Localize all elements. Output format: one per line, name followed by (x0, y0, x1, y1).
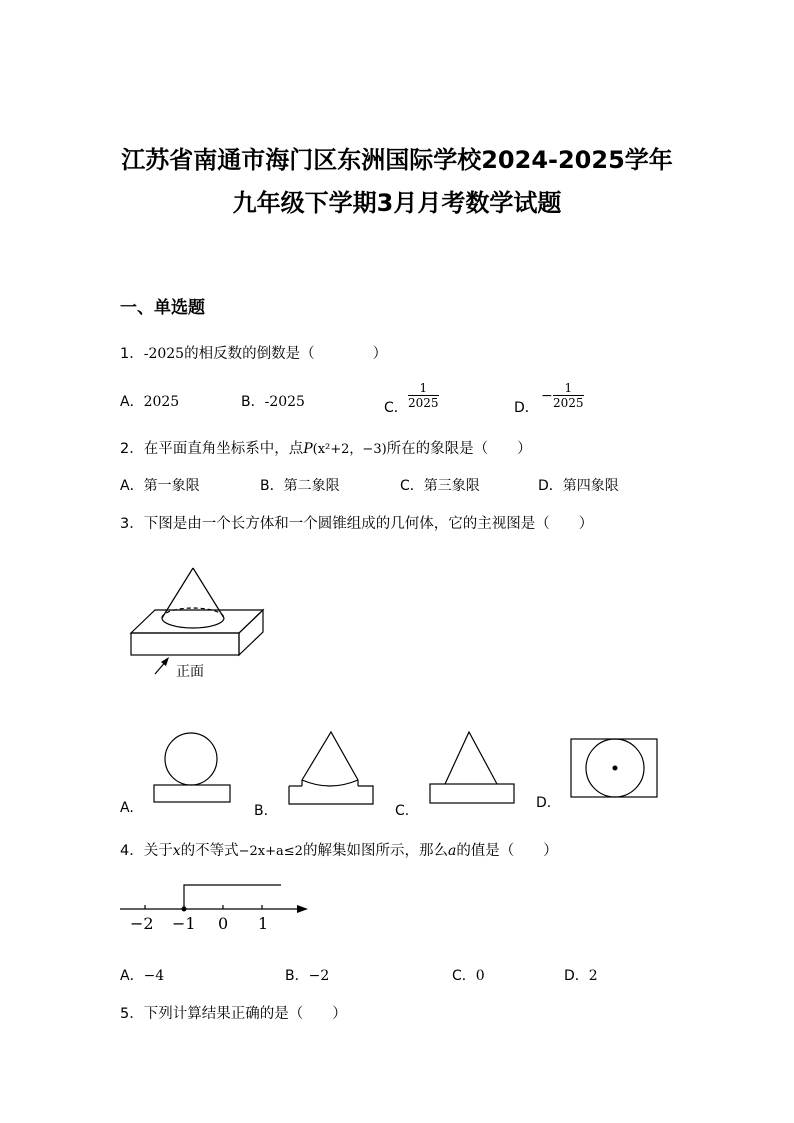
question-text: 下图是由一个长方体和一个圆锥组成的几何体，它的主视图是（ ） (143, 516, 594, 532)
question-text: 的不等式 (180, 843, 239, 859)
q3-option-b-figure (285, 728, 380, 808)
option-label: C． (452, 968, 476, 984)
box-front-face (131, 633, 239, 655)
option-label: B． (241, 394, 265, 410)
q3-option-b[interactable]: B. (254, 803, 269, 819)
fraction-numerator: 1 (553, 381, 584, 396)
q3-option-d[interactable]: D. (536, 795, 552, 811)
option-value: 0 (475, 968, 485, 984)
arrow-head (161, 657, 169, 666)
q3-option-c[interactable]: C. (395, 803, 410, 819)
question-3 (120, 512, 593, 533)
box-side-face (239, 610, 263, 655)
q4-option-b[interactable] (285, 965, 329, 985)
front-label: 正面 (176, 664, 204, 680)
q3-option-a[interactable]: A. (120, 800, 134, 816)
question-1 (120, 342, 387, 363)
question-number: 5． (120, 1006, 144, 1022)
math-expression: −2x+a≤2 (238, 844, 303, 859)
option-value: −4 (143, 968, 165, 984)
question-text: 关于 (143, 843, 173, 859)
question-number: 4． (120, 843, 144, 859)
question-5 (120, 1002, 347, 1023)
question-text: 下列计算结果正确的是（ ） (143, 1006, 347, 1022)
option-label: B． (285, 968, 309, 984)
doc-title-line1: 江苏省南通市海门区东洲国际学校2024-2025学年 (121, 146, 673, 174)
variable-a: a (447, 843, 457, 859)
cone-base-front (162, 618, 224, 628)
question-text: 的值是（ ） (456, 843, 558, 859)
q1-option-c[interactable] (384, 397, 408, 417)
tick-label: 1 (258, 914, 269, 933)
fraction-denominator: 2025 (408, 396, 439, 410)
q1-option-d[interactable] (514, 397, 539, 417)
question-number: 1． (120, 346, 144, 362)
option-label: A． (120, 968, 144, 984)
question-text: 的相反数的倒数是（ ） (184, 346, 388, 362)
q2-option-b[interactable]: B．第二象限 (260, 478, 340, 494)
q1-option-a[interactable] (120, 391, 179, 411)
q1-option-b[interactable] (241, 391, 305, 411)
tick-label: −1 (172, 914, 196, 933)
fraction-denominator: 2025 (553, 396, 584, 410)
q1-option-c-fraction (408, 381, 439, 411)
q2-option-c[interactable]: C．第三象限 (400, 478, 480, 494)
section-heading: 一、单选题 (120, 298, 205, 318)
solid-point (182, 907, 187, 912)
minus-sign: − (541, 388, 553, 404)
question-text: 的解集如图所示，那么 (302, 843, 448, 859)
point-label: P (303, 441, 313, 457)
tick-label: 0 (218, 914, 229, 933)
option-value: 2025 (143, 394, 180, 410)
question-2 (120, 437, 532, 458)
q2-option-d[interactable]: D．第四象限 (538, 478, 619, 494)
option-label: C． (384, 400, 408, 416)
q4-option-c[interactable] (452, 965, 485, 985)
q3-option-d-figure (569, 737, 661, 799)
option-value: −2 (308, 968, 330, 984)
option-value: -2025 (264, 394, 305, 410)
question-number: 2． (120, 441, 144, 457)
tick-label: −2 (130, 914, 154, 933)
q2-option-a[interactable]: A．第一象限 (120, 478, 200, 494)
axis-arrow (297, 905, 308, 913)
solution-bracket (184, 885, 281, 909)
question-number: 3． (120, 516, 144, 532)
q3-option-a-figure (150, 730, 240, 805)
q1-option-d-fraction (553, 381, 584, 411)
math-expression: -2025 (143, 346, 185, 362)
q4-option-a[interactable] (120, 965, 164, 985)
doc-title-line2: 九年级下学期3月月考数学试题 (232, 189, 562, 217)
variable-x: x (172, 843, 181, 859)
fraction-numerator: 1 (408, 381, 439, 396)
option-value: 2 (588, 968, 598, 984)
option-label: D． (564, 968, 589, 984)
question-text: 所在的象限是（ ） (386, 441, 532, 457)
math-expression: (x²+2，−3) (312, 442, 387, 457)
question-text: 在平面直角坐标系中，点 (143, 441, 304, 457)
question-4 (120, 839, 558, 860)
option-label: A． (120, 394, 144, 410)
q4-option-d[interactable] (564, 965, 598, 985)
q3-option-c-figure (427, 728, 517, 808)
option-label: D． (514, 400, 539, 416)
